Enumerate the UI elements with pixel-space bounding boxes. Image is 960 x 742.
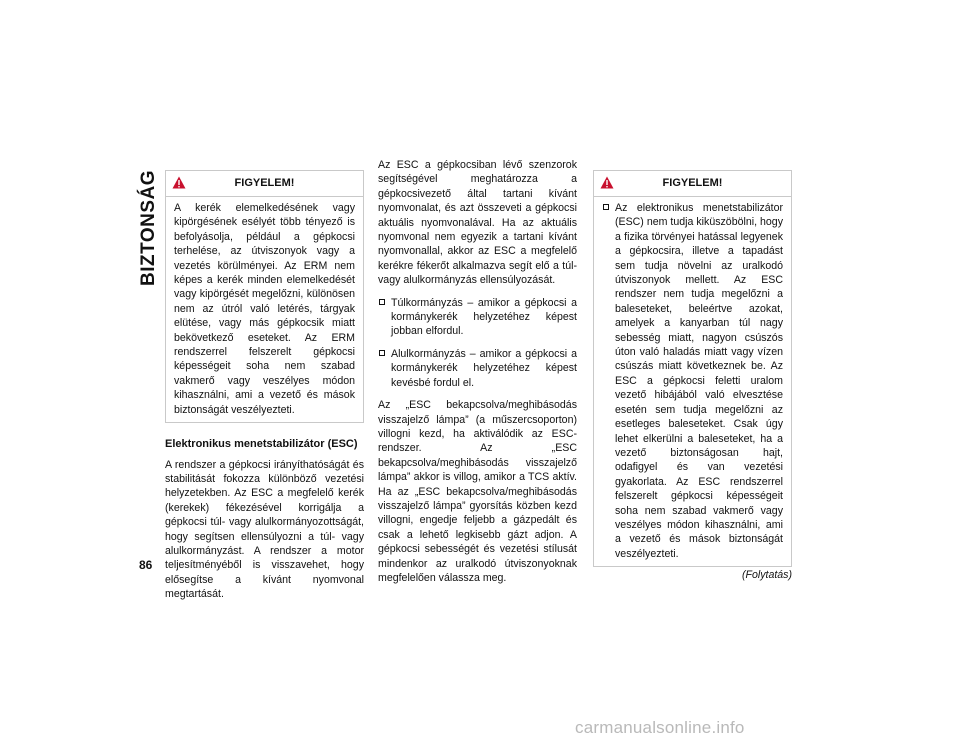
section-side-title-text: BIZTONSÁG — [138, 169, 160, 287]
warning-box-2 — [593, 170, 792, 567]
column-1 — [165, 170, 364, 610]
warning-box-1 — [165, 170, 364, 423]
footer-watermark: carmanualsonline.info — [575, 718, 745, 737]
bullet-oversteer — [378, 296, 577, 339]
continued-label: (Folytatás) — [741, 569, 792, 582]
warning-title-2: FIGYELEM! — [662, 177, 723, 190]
warning-triangle-icon — [600, 176, 614, 189]
warning-title-1: FIGYELEM! — [234, 177, 295, 190]
esc-intro-paragraph: A rendszer a gépkocsi irányíthatóságát és stabilitását fokozza különböző vezetési helyzetekben. Az ESC a megfelelő kerék (kerekek) fékezésével korrigálja a gépkocsi túl- vagy alulkormányozottságát, hogy segítsen ellensúlyozni a túl- vagy alulkormányzást. A rendszer a motor teljesítményéből is visszavehet, hogy elősegítse a kívánt nyomvonal megtartását. — [165, 458, 364, 601]
warning-triangle-icon — [172, 176, 186, 189]
column-2 — [378, 158, 577, 593]
column-3 — [593, 170, 792, 583]
warning-text-1: A kerék elemelkedésének vagy kipörgésének esélyét több tényező is befolyásolja, például a gépkocsi terhelése, az útviszonyok vagy a vezetés körülményei. Az ERM nem képes a kerék minden elemelkedését vagy kipörgését megelőzni, különösen nem az útról való letérés, tárgyak elütése, vagy más gépkocsik miatt bekövetkező eseteket. Az ERM rendszerrel felszerelt gépkocsi képességeit soha nem szabad vakmerő vagy veszélyes módon kihasználni, ami a vezető és mások biztonságát veszélyezteti. — [174, 202, 355, 416]
warning-header-1 — [166, 171, 363, 197]
warning-bullet-2 — [602, 201, 783, 561]
page-number: 86 — [139, 558, 153, 572]
warning-header-2 — [594, 171, 791, 197]
square-bullet-icon — [603, 204, 609, 210]
esc-sensor-paragraph: Az ESC a gépkocsiban lévő szenzorok segítségével meghatározza a gépkocsivezető által tartani kívánt nyomvonalat, és azt összeveti a gépkocsi aktuális nyomvonalával. Ha az aktuális nyomvonal nem egyezik a tartani kívánt nyomvonallal, akkor az ESC a megfelelő kerékre fékerőt alkalmazva segít elő a túl- vagy alulkormányzás ellensúlyozását. — [378, 159, 577, 287]
square-bullet-icon — [379, 299, 385, 305]
bullet-oversteer-text: Túlkormányzás – amikor a gépkocsi a kormánykerék helyzetéhez képest jobban elfordul. — [391, 296, 577, 338]
warning-bullet-2-text: Az elektronikus menetstabilizátor (ESC) nem tudja kiküszöbölni, hogy a fizika törvényei hatással legyenek a gépkocsira, illetve a tapadást sem tudja növelni az uralkodó útviszonyok mellett. Az ESC rendszer nem tudja megelőzni a baleseteket, beleértve azokat, amelyek a kanyarban túl nagy sebesség miatt, nagyon csúszós úton való haladás miatt vagy vízen csúszás miatt következnek be. Az ESC a gépkocsi feletti uralom vezető hibájából való elvesztése esetén sem tudja megelőzni az esetleges baleseteket. Csak úgy lehet elkerülni a baleseteket, ha a vezető biztonságosan hajt, odafigyel és van vezetési gyakorlata. Az ESC rendszerrel felszerelt gépkocsi képességeit soha nem szabad vakmerő vagy veszélyes módon kihasználni, ami a vezető és mások biztonságát veszélyezteti. — [615, 202, 783, 560]
square-bullet-icon — [379, 350, 385, 356]
bullet-understeer-text: Alulkormányzás – amikor a gépkocsi a kormánykerék helyzetéhez képest kevésbé fordul el. — [391, 347, 577, 389]
bullet-understeer — [378, 347, 577, 390]
section-heading-esc: Elektronikus menetstabilizátor (ESC) — [165, 438, 358, 451]
esc-lamp-paragraph: Az „ESC bekapcsolva/meghibásodás visszajelző lámpa” (a műszercsoporton) villogni kezd, ha aktiválódik az ESC-rendszer. Az „ESC bekapcsolva/meghibásodás visszajelző lámpa” akkor is villog, amikor a TCS aktív. Ha az „ESC bekapcsolva/meghibásodás visszajelző lámpa” gyorsítás közben kezd villogni, engedje feljebb a gázpedált és csak a lehető legkisebb gázt adjon. A gépkocsi sebességét és vezetési stílusát mindenkor az uralkodó útviszonyoknak megfelelően válassza meg. — [378, 399, 577, 584]
